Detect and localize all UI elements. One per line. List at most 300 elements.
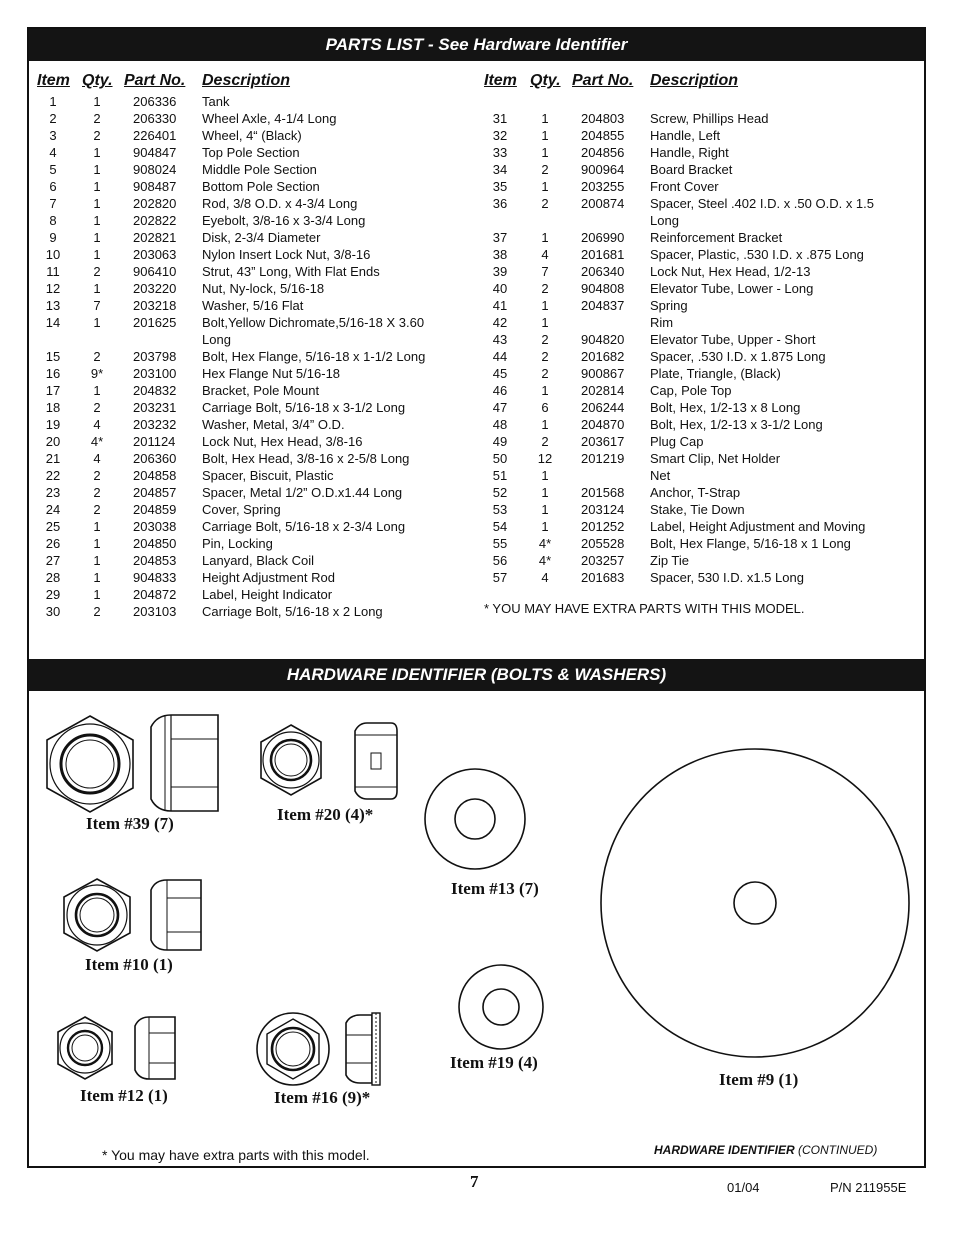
table-row	[29, 501, 469, 518]
table-row	[29, 569, 469, 586]
table-row	[29, 212, 469, 229]
cell-qty: 1	[93, 315, 101, 330]
cell-part-no: 900867	[581, 366, 625, 381]
hardware-extra-note: * You may have extra parts with this model.	[102, 1147, 370, 1163]
table-row	[477, 246, 917, 263]
cell-description: Height Adjustment Rod	[202, 570, 335, 585]
cell-description: Nylon Insert Lock Nut, 3/8-16	[202, 247, 371, 262]
cell-description: Wheel Axle, 4-1/4 Long	[202, 111, 337, 126]
cell-part-no: 201682	[581, 349, 625, 364]
cell-item: 27	[45, 553, 61, 568]
table-row	[477, 484, 917, 501]
table-row	[477, 331, 917, 348]
cell-part-no: 201681	[581, 247, 625, 262]
cell-description: Zip Tie	[650, 553, 690, 568]
cell-description: Bolt, Hex, 1/2-13 x 8 Long	[650, 400, 801, 415]
table-row	[477, 178, 917, 195]
cell-item: 17	[45, 383, 61, 398]
cell-description: Handle, Left	[650, 128, 721, 143]
cell-item: 49	[492, 434, 508, 449]
cell-part-no: 204832	[133, 383, 177, 398]
cell-qty: 2	[541, 434, 549, 449]
table-row	[477, 297, 917, 314]
cell-part-no: 201625	[133, 315, 177, 330]
disk-9-drawing	[599, 747, 911, 1059]
cell-item: 26	[45, 536, 61, 551]
cell-part-no: 202821	[133, 230, 177, 245]
cell-description: Plug Cap	[650, 434, 704, 449]
cell-qty: 4	[541, 247, 549, 262]
cell-item: 44	[492, 349, 508, 364]
cell-qty: 4*	[538, 553, 552, 568]
table-row	[477, 127, 917, 144]
header-description: Description	[650, 72, 739, 89]
cell-item: 8	[49, 213, 57, 228]
label-item-16: Item #16 (9)*	[274, 1088, 371, 1107]
cell-description: Bolt, Hex Head, 3/8-16 x 2-5/8 Long	[202, 451, 410, 466]
cell-part-no: 204853	[133, 553, 177, 568]
table-row	[29, 144, 469, 161]
label-item-20: Item #20 (4)*	[277, 805, 374, 824]
cell-item: 9	[49, 230, 57, 245]
cell-item: 41	[492, 298, 508, 313]
hardware-identifier-title: HARDWARE IDENTIFIER (BOLTS & WASHERS)	[29, 659, 924, 691]
table-row	[477, 195, 917, 212]
washer-13-drawing	[423, 767, 527, 871]
table-row	[477, 348, 917, 365]
cell-qty: 1	[93, 230, 101, 245]
page-number: 7	[470, 1172, 479, 1191]
cell-description: Reinforcement Bracket	[650, 230, 783, 245]
cell-qty: 1	[541, 230, 549, 245]
cell-item: 37	[492, 230, 508, 245]
cell-part-no: 203124	[581, 502, 625, 517]
header-qty: Qty.	[530, 72, 561, 89]
table-row	[29, 110, 469, 127]
table-row	[477, 399, 917, 416]
cell-part-no: 203257	[581, 553, 625, 568]
cell-qty: 4	[541, 570, 549, 585]
cell-description: Disk, 2-3/4 Diameter	[202, 230, 321, 245]
cell-part-no: 226401	[133, 128, 177, 143]
cell-description: Screw, Phillips Head	[650, 111, 769, 126]
cell-description: Spacer, .530 I.D. x 1.875 Long	[650, 349, 826, 364]
cell-qty: 1	[541, 519, 549, 534]
cell-item: 40	[492, 281, 508, 296]
cell-description: Bolt,Yellow Dichromate,5/16-18 X 3.60	[202, 315, 425, 330]
header-item: Item	[37, 72, 70, 89]
cell-part-no: 200874	[581, 196, 625, 211]
table-row	[29, 365, 469, 382]
label-item-39: Item #39 (7)	[86, 814, 174, 833]
cell-description: Carriage Bolt, 5/16-18 x 2-3/4 Long	[202, 519, 406, 534]
cell-qty: 2	[541, 162, 549, 177]
cell-qty: 1	[93, 145, 101, 160]
cell-part-no: 206360	[133, 451, 177, 466]
table-row	[477, 467, 917, 484]
cell-item: 18	[45, 400, 61, 415]
cell-description: Long	[202, 332, 231, 347]
cell-item: 51	[492, 468, 508, 483]
header-qty: Qty.	[82, 72, 113, 89]
header-part-no: Part No.	[572, 72, 634, 89]
cell-item: 22	[45, 468, 61, 483]
table-row	[477, 382, 917, 399]
cell-qty: 6	[541, 400, 549, 415]
cell-item: 32	[492, 128, 508, 143]
table-row	[29, 246, 469, 263]
cell-item: 2	[49, 111, 57, 126]
table-row	[29, 348, 469, 365]
table-row	[29, 552, 469, 569]
flange-nut-16-drawing	[256, 1011, 390, 1087]
cell-description: Label, Height Adjustment and Moving	[650, 519, 866, 534]
cell-part-no: 204870	[581, 417, 625, 432]
cell-part-no: 206990	[581, 230, 625, 245]
cell-part-no: 906410	[133, 264, 177, 279]
cell-item: 48	[492, 417, 508, 432]
cell-description: Strut, 43” Long, With Flat Ends	[202, 264, 380, 279]
table-row	[29, 603, 469, 620]
table-row	[477, 314, 917, 331]
cell-item: 53	[492, 502, 508, 517]
cell-qty: 1	[93, 536, 101, 551]
cell-part-no: 202820	[133, 196, 177, 211]
table-row	[477, 518, 917, 535]
cell-part-no: 908487	[133, 179, 177, 194]
cell-item: 21	[45, 451, 61, 466]
cell-item: 5	[49, 162, 57, 177]
cell-qty: 1	[93, 162, 101, 177]
label-item-12: Item #12 (1)	[80, 1086, 168, 1105]
cell-item: 10	[45, 247, 61, 262]
table-row	[29, 450, 469, 467]
footer-part-number: P/N 211955E	[830, 1180, 907, 1195]
cell-part-no: 203232	[133, 417, 177, 432]
continued-label	[654, 1143, 877, 1157]
cell-part-no: 203255	[581, 179, 625, 194]
cell-item: 36	[492, 196, 508, 211]
cell-description: Pin, Locking	[202, 536, 273, 551]
cell-qty: 1	[93, 196, 101, 211]
cell-qty: 2	[93, 128, 101, 143]
table-row	[29, 229, 469, 246]
table-row	[29, 467, 469, 484]
cell-item: 29	[45, 587, 61, 602]
cell-description: Stake, Tie Down	[650, 502, 745, 517]
table-row	[29, 586, 469, 603]
table-row	[29, 161, 469, 178]
cell-description: Lock Nut, Hex Head, 1/2-13	[650, 264, 811, 279]
cell-description: Lanyard, Black Coil	[202, 553, 314, 568]
cell-item: 16	[45, 366, 61, 381]
cell-part-no: 205528	[581, 536, 625, 551]
table-row	[477, 161, 917, 178]
cell-description: Bolt, Hex, 1/2-13 x 3-1/2 Long	[650, 417, 823, 432]
cell-description: Spacer, 530 I.D. x1.5 Long	[650, 570, 804, 585]
table-row	[477, 433, 917, 450]
cell-item: 1	[49, 94, 57, 109]
cell-qty: 1	[541, 417, 549, 432]
cell-qty: 2	[93, 111, 101, 126]
table-row	[477, 144, 917, 161]
cell-qty: 1	[93, 587, 101, 602]
cell-part-no: 204850	[133, 536, 177, 551]
cell-qty: 2	[93, 604, 101, 619]
continued-italic: (CONTINUED)	[798, 1143, 878, 1157]
cell-qty: 2	[93, 468, 101, 483]
cell-part-no: 204857	[133, 485, 177, 500]
cell-description: Bracket, Pole Mount	[202, 383, 320, 398]
cell-part-no: 904808	[581, 281, 625, 296]
cell-description: Wheel, 4“ (Black)	[202, 128, 302, 143]
table-row	[29, 518, 469, 535]
cell-qty: 12	[537, 451, 553, 466]
table-row	[29, 93, 469, 110]
cell-item: 19	[45, 417, 61, 432]
cell-item: 39	[492, 264, 508, 279]
cell-item: 12	[45, 281, 61, 296]
cell-qty: 2	[541, 281, 549, 296]
table-row	[29, 399, 469, 416]
table-row	[29, 484, 469, 501]
header-part-no: Part No.	[124, 72, 186, 89]
parts-extra-note: * YOU MAY HAVE EXTRA PARTS WITH THIS MODEL.	[484, 601, 805, 616]
cell-qty: 1	[541, 485, 549, 500]
cell-item: 54	[492, 519, 508, 534]
label-item-9: Item #9 (1)	[719, 1070, 799, 1089]
label-item-13: Item #13 (7)	[451, 879, 539, 898]
cell-qty: 1	[541, 502, 549, 517]
cell-item: 4	[49, 145, 57, 160]
table-row	[29, 416, 469, 433]
table-row	[477, 416, 917, 433]
cell-qty: 9*	[90, 366, 104, 381]
cell-part-no: 206340	[581, 264, 625, 279]
cell-description: Spacer, Biscuit, Plastic	[202, 468, 334, 483]
cell-description: Bolt, Hex Flange, 5/16-18 x 1-1/2 Long	[202, 349, 426, 364]
cell-part-no: 204837	[581, 298, 625, 313]
cell-part-no: 204858	[133, 468, 177, 483]
table-row	[477, 365, 917, 382]
cell-description: Label, Height Indicator	[202, 587, 333, 602]
hex-nut-39-drawing	[45, 713, 235, 813]
table-row	[29, 127, 469, 144]
cell-part-no: 202814	[581, 383, 625, 398]
cell-item: 24	[45, 502, 61, 517]
table-row	[29, 280, 469, 297]
cell-qty: 1	[93, 553, 101, 568]
cell-qty: 1	[93, 281, 101, 296]
cell-part-no: 204855	[581, 128, 625, 143]
cell-qty: 1	[541, 298, 549, 313]
cell-description: Hex Flange Nut 5/16-18	[202, 366, 341, 381]
cell-item: 7	[49, 196, 57, 211]
table-row	[29, 263, 469, 280]
cell-description: Board Bracket	[650, 162, 733, 177]
cell-qty: 1	[93, 213, 101, 228]
cell-description: Spacer, Metal 1/2” O.D.x1.44 Long	[202, 485, 403, 500]
cell-qty: 1	[93, 179, 101, 194]
cell-part-no: 204859	[133, 502, 177, 517]
table-row	[477, 569, 917, 586]
cell-item: 28	[45, 570, 61, 585]
cell-description: Plate, Triangle, (Black)	[650, 366, 781, 381]
cell-description: Handle, Right	[650, 145, 729, 160]
cell-part-no: 204803	[581, 111, 625, 126]
table-row	[29, 535, 469, 552]
cell-item: 47	[492, 400, 508, 415]
cell-qty: 2	[93, 264, 101, 279]
cell-qty: 1	[93, 570, 101, 585]
cell-qty: 1	[541, 145, 549, 160]
cell-item: 50	[492, 451, 508, 466]
cell-part-no: 203231	[133, 400, 177, 415]
cell-item: 6	[49, 179, 57, 194]
cell-qty: 1	[541, 315, 549, 330]
cell-description: Net	[650, 468, 671, 483]
cell-description: Spacer, Steel .402 I.D. x .50 O.D. x 1.5	[650, 196, 875, 211]
table-row	[29, 178, 469, 195]
cell-part-no: 204856	[581, 145, 625, 160]
table-row	[29, 314, 469, 331]
table-row	[477, 263, 917, 280]
cell-description: Top Pole Section	[202, 145, 300, 160]
cell-part-no: 203798	[133, 349, 177, 364]
label-item-10: Item #10 (1)	[85, 955, 173, 974]
cell-item: 55	[492, 536, 508, 551]
cell-item: 3	[49, 128, 57, 143]
table-row	[477, 535, 917, 552]
cell-qty: 1	[93, 519, 101, 534]
cell-part-no: 203063	[133, 247, 177, 262]
cell-qty: 2	[541, 332, 549, 347]
cell-qty: 2	[93, 502, 101, 517]
cell-part-no: 206244	[581, 400, 625, 415]
cell-description: Tank	[202, 94, 230, 109]
cell-description: Carriage Bolt, 5/16-18 x 2 Long	[202, 604, 383, 619]
cell-qty: 2	[541, 349, 549, 364]
page-frame	[27, 27, 926, 1168]
cell-part-no: 900964	[581, 162, 625, 177]
cell-qty: 1	[541, 111, 549, 126]
cell-qty: 2	[93, 400, 101, 415]
cell-item: 23	[45, 485, 61, 500]
cell-part-no: 203218	[133, 298, 177, 313]
cell-part-no: 206330	[133, 111, 177, 126]
cell-item: 31	[492, 111, 508, 126]
cell-qty: 4	[93, 417, 101, 432]
cell-part-no: 201683	[581, 570, 625, 585]
parts-list-title: PARTS LIST - See Hardware Identifier	[29, 29, 924, 61]
cell-description: Smart Clip, Net Holder	[650, 451, 781, 466]
label-item-19: Item #19 (4)	[450, 1053, 538, 1072]
table-row	[29, 382, 469, 399]
cell-item: 25	[45, 519, 61, 534]
cell-description: Washer, Metal, 3/4” O.D.	[202, 417, 345, 432]
cell-qty: 1	[93, 94, 101, 109]
cell-description: Elevator Tube, Lower - Long	[650, 281, 814, 296]
table-row	[477, 229, 917, 246]
cell-qty: 1	[541, 468, 549, 483]
cell-item: 57	[492, 570, 508, 585]
cell-description: Carriage Bolt, 5/16-18 x 3-1/2 Long	[202, 400, 406, 415]
cell-item: 46	[492, 383, 508, 398]
cell-part-no: 904847	[133, 145, 177, 160]
cell-description: Washer, 5/16 Flat	[202, 298, 304, 313]
cell-part-no: 203038	[133, 519, 177, 534]
cell-part-no: 201124	[133, 434, 176, 449]
table-row	[477, 110, 917, 127]
footer-date: 01/04	[727, 1180, 760, 1195]
cell-part-no: 904833	[133, 570, 177, 585]
cell-part-no: 203220	[133, 281, 177, 296]
cell-description: Long	[650, 213, 679, 228]
cell-item: 13	[45, 298, 61, 313]
table-row	[29, 297, 469, 314]
table-row	[477, 501, 917, 518]
table-row	[477, 280, 917, 297]
cell-qty: 4*	[90, 434, 104, 449]
cell-qty: 2	[93, 485, 101, 500]
cell-item: 43	[492, 332, 508, 347]
cell-qty: 7	[93, 298, 101, 313]
cell-description: Spring	[650, 298, 688, 313]
washer-19-drawing	[457, 963, 545, 1051]
cell-description: Lock Nut, Hex Head, 3/8-16	[202, 434, 363, 449]
cell-description: Rod, 3/8 O.D. x 4-3/4 Long	[202, 196, 358, 211]
cell-part-no: 908024	[133, 162, 177, 177]
cell-part-no: 201568	[581, 485, 625, 500]
cell-part-no: 202822	[133, 213, 177, 228]
cell-qty: 4	[93, 451, 101, 466]
cell-description: Nut, Ny-lock, 5/16-18	[202, 281, 325, 296]
cell-item: 15	[45, 349, 61, 364]
hex-nut-12-drawing	[57, 1016, 187, 1082]
cell-item: 56	[492, 553, 508, 568]
cell-item: 45	[492, 366, 508, 381]
header-item: Item	[484, 72, 517, 89]
cell-part-no: 904820	[581, 332, 625, 347]
cell-part-no: 203617	[581, 434, 625, 449]
cell-description: Bolt, Hex Flange, 5/16-18 x 1 Long	[650, 536, 851, 551]
cell-description: Eyebolt, 3/8-16 x 3-3/4 Long	[202, 213, 366, 228]
cell-description: Anchor, T-Strap	[650, 485, 741, 500]
cell-qty: 1	[93, 383, 101, 398]
cell-part-no: 201219	[581, 451, 625, 466]
cell-description: Elevator Tube, Upper - Short	[650, 332, 816, 347]
cell-description: Bottom Pole Section	[202, 179, 320, 194]
cell-description: Spacer, Plastic, .530 I.D. x .875 Long	[650, 247, 864, 262]
header-description: Description	[202, 72, 291, 89]
cell-item: 14	[45, 315, 61, 330]
cell-item: 35	[492, 179, 508, 194]
cell-description: Rim	[650, 315, 674, 330]
cell-description: Middle Pole Section	[202, 162, 317, 177]
cell-item: 42	[492, 315, 508, 330]
cell-item: 20	[45, 434, 61, 449]
cell-part-no: 203103	[133, 604, 177, 619]
cell-qty: 2	[541, 196, 549, 211]
cell-qty: 2	[93, 349, 101, 364]
cell-part-no: 206336	[133, 94, 177, 109]
hex-nut-20-drawing	[261, 723, 401, 799]
table-row	[477, 552, 917, 569]
cell-qty: 1	[93, 247, 101, 262]
cell-qty: 1	[541, 179, 549, 194]
table-row	[29, 195, 469, 212]
cell-qty: 1	[541, 128, 549, 143]
